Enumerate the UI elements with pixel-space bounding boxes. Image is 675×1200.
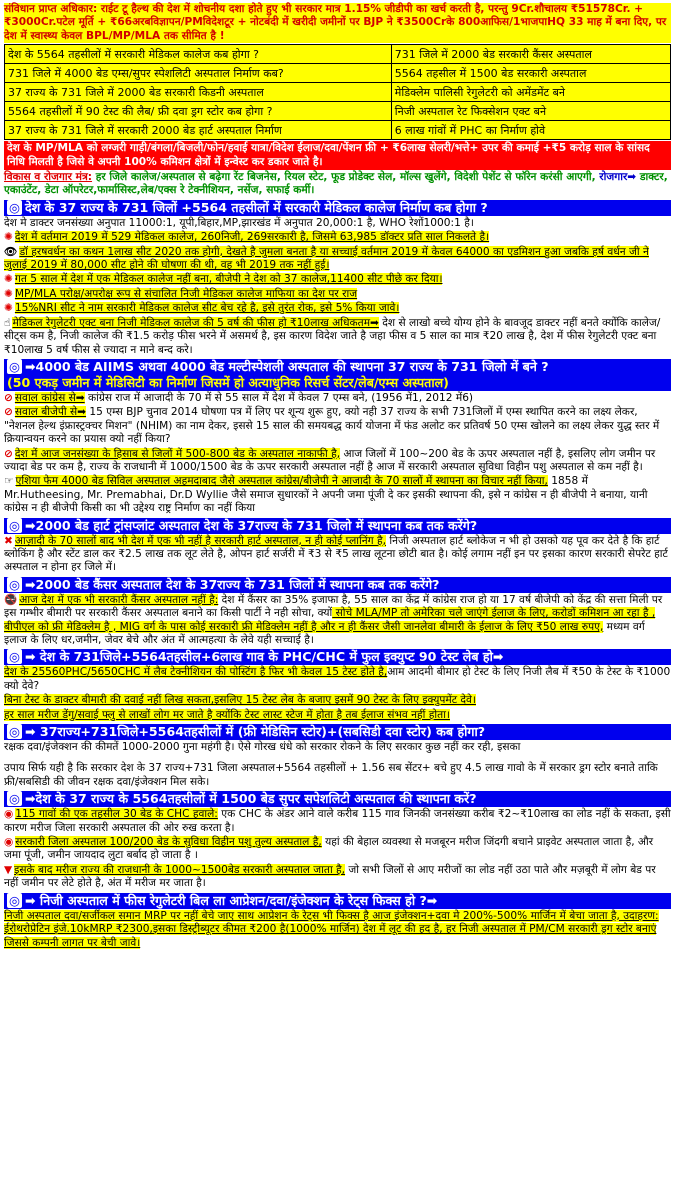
hand-icon: ☝ [4, 316, 11, 329]
bullet-text: हर साल मरीज डेंगु/सवाई फ्लु से लाखों लोग मर जाते है क्योंकि टेस्ट लास्ट स्टेज में होता है तब ईलाज संभव नहीं होता। [4, 708, 450, 721]
bullet-text: देश में वर्तमान 2019 में 529 मेडिकल कालेज, 260निजी, 269सरकारी है, जिसमे 63,985 डॉक्टर प्रति साल निकलते है। [14, 231, 490, 244]
bullet-text-plain: देश से लाखो बच्चे योग्य होने के बावजूद डाक्टर नहीं बनते क्योंकि कालेज/सीट्स कम है, निजी कालेज की ₹1.5 करोड़ फीस भरने में असमर्थ है, इस कारण विदेश जाते है जहा फीस व 5 साल का मात्र ₹20 लाख है, देश में फीस रेगुलेटरी एक्ट बना ₹10लाख 5 वर्ष फीस से ज्यादा न माने बन्द करे। [4, 316, 661, 356]
grid-cell: 37 राज्य के 731 जिले में 2000 बेड सरकारी किडनी अस्पताल [5, 83, 392, 102]
target-icon: ◎ [9, 892, 20, 908]
bullet [4, 535, 671, 575]
section-7-heading [4, 791, 671, 807]
grid-cell: मेडिक्लेम पालिसी रेगुलेटरी को अमेंडमेंट बने [391, 83, 670, 102]
target-icon: ◎ [9, 724, 20, 740]
grid-cell: देश के 5564 तहसीलों में सरकारी मेडिकल कालेज कब होगा ? [5, 45, 392, 64]
bullet [4, 694, 671, 707]
bullet-text: आज देश में एक भी सरकारी कैंसर अस्पताल नहीं है: [19, 593, 219, 606]
bullet-text-plain: आज जिलों में 100~200 बेड के ऊपर अस्पताल नहीं है, इसलिए लोग जमीन पर ज्यादा बेड पर कम है, राज्य के राजधानी में 1000/1500 बेड के ऊपर सरकारी अस्पताल नहीं है आज में सरकारी अस्पताल सुविधा विहीन पशु अस्पताल से कम नहीं है। [4, 447, 656, 473]
grid-cell: 5564 तहसील में 1500 बेड सरकारी अस्पताल [391, 64, 670, 83]
bullet [4, 231, 671, 244]
bullet-text: निजी अस्पताल दवा/सर्जीकल समान MRP पर नहीं बेचे जाए साथ आप्रेशन के रेट्स भी फिक्स है आज इंजेक्शन+दवा मे 200%-500% मार्जिन में बेचा जाता है, उदाहरण: ईरोथरोप्रेटिन इंजे.10kMRP ₹2300,इसका डिस्ट्रीब्यूटर कीमत ₹200 है(1000% मार्जिन) देश में लूट की हद है, हर निजी अस्पताल में PM/CM सरकारी ड्रग स्टोर बनाएं जिससे कम्पनी लागत पर बेची जावे। [4, 909, 659, 949]
vikas-text: हर जिले कालेज/अस्पताल से बढ़ेगा रेंट बिजनेस, रियल स्टेट, फूड प्रोडेक्ट सेल, मॉल्स खुलेंगे, विदेशी पेशेंट से फॉरेन करंसी आएगी, [92, 171, 596, 184]
target-icon: ◎ [9, 199, 20, 215]
bullet [4, 448, 671, 475]
triangle-down-icon: ▼ [4, 863, 13, 876]
bullet [4, 864, 671, 891]
bullet-text-plain: एक CHC के अंडर आने वाले करीब 115 गाव जिनकी जनसंख्या करीब ₹2~₹10लाख का लोड नहीं के सकता, इसी कारण मरीज जिला सरकारी अस्पताल की ओर रुख करता है। [4, 808, 671, 834]
bullet [4, 808, 671, 835]
paragraph: रक्षक दवा/इंजेक्शन की कीमतें 1000-2000 गुना महंगी है। ऐसे गोरख धंधे को सरकार रोकने के लिए सरकार कुछ नहीं कर रही, इसका [4, 741, 521, 754]
bullet-text-plain: यहां की बेहाल व्यवस्था से मजबूरन मरीज जिंदगी बचाने प्राइवेट अस्पताल जाता है, और जमा पूंजी, जमीन जायदाद लुटा बर्बाद हो जाता है । [4, 836, 654, 862]
bullet-text: देश में आज जनसंख्या के हिसाब से जिलों में 500-800 बेड के अस्पताल नाकाफी है, [14, 447, 341, 460]
table-row [5, 121, 671, 140]
section-2-heading [4, 359, 671, 375]
rozgar-label: रोजगार➡ [595, 171, 637, 184]
sun-icon: ✺ [4, 231, 13, 244]
no-smoking-icon: 🚭 [4, 593, 18, 606]
bullet-text: बिना टेस्ट के डाक्टर बीमारी की दवाई नहीं लिख सकता,इसलिए 15 टेस्ट लेब के बजाए इसमें 90 टेस्ट के लिए इक्युपमेंट देवे। [4, 694, 476, 707]
bullet [4, 392, 671, 405]
bullet [4, 594, 671, 648]
section-4-heading [4, 577, 671, 593]
bullet-text-plain: आम आदमी बीमार हो टेस्ट के लिए निजी लैब में ₹50 के टेस्ट के ₹1000 क्यो देवे? [4, 666, 671, 692]
section-5-title: ➡ देश के 731जिले+5564तहसील+6लाख गाव के PHC/CHC में फुल इक्युप्ट 90 टेस्ट लेब हो➡ [25, 649, 504, 665]
no-entry-icon: ⊘ [4, 447, 13, 460]
bullet-text: 15%NRI सीट ने नाम सरकारी मेडिकल कालेज सीट बेच रहे है, इसे तुरंत रोक, इसे 5% किया जावे। [14, 302, 400, 315]
bullet [4, 406, 671, 446]
section-3-heading [4, 518, 671, 534]
question-label: सवाल कांग्रेस से➡ [14, 391, 85, 404]
paragraph: उपाय सिर्फ यही है कि सरकार देश के 37 राज्य+731 जिला अस्पताल+5564 तहसीलों + 1.56 सब सेंटर+ बचे हुए 4.5 लाख गावो के में सरकार ड्रग स्टोर बनाते ताकि फ्री/सबसिडी की जीवन रक्षक दवा/इंजेक्शन मिल सके। [4, 762, 658, 788]
eye-icon: 👁 [4, 245, 18, 258]
section-1-title: देश के 37 राज्य के 731 जिलों +5564 तहसीलों में सरकारी मेडिकल कालेज निर्माण कब होगा ? [25, 199, 488, 215]
table-row [5, 45, 671, 64]
table-row [5, 83, 671, 102]
grid-cell: निजी अस्पताल रेट फिक्सेशन एक्ट बने [391, 102, 670, 121]
bullet-text: गत 5 साल में देश में एक मेडिकल कालेज नहीं बना, बीजेपी ने देश को 37 कालेज,11400 सीट पीछे कर दिया। [14, 273, 443, 286]
bullet-text: डॉ हरषवर्धन का कथन 1लाख सीट 2020 तक होगी, देखते है जुमला बनता है या सच्चाई वर्तमान 2019 में केवल 64000 का एडमिशन हुआ जबकि हर्ष वर्धन जी ने जुलाई 2019 में 80,000 सीट होने की घोषणा की थी, वह भी 2019 तक नहीं हुई। [4, 245, 649, 272]
bullet [4, 273, 671, 286]
bullet [4, 709, 671, 722]
bullet-text: सरकारी जिला अस्पताल 100/200 बेड के सुविधा विहीन पशु तुल्य अस्पताल है, [15, 836, 322, 849]
bullet-text-plain: 1858 में Mr.Hutheesing, Mr. Premabhai, Dr.D Wyllie जैसे समाज सुधारकों ने अपनी जमा पूंजी दे कर इसकी स्थापना की, इसे न कांग्रेस न ही बीजेपी ने बनाया, यानी कांग्रेस न ही बीजेपी किसी का भी उद्देश्य राष्ट्र निर्माण का नहीं किया [4, 475, 648, 515]
section-3-title: ➡2000 बेड हार्ट ट्रांसप्लांट अस्पताल देश के 37राज्य के 731 जिलो में स्थापना कब तक करेंगे? [25, 517, 478, 533]
vikas-label: विकास व रोजगार मंत्र: [4, 171, 93, 184]
demands-grid [4, 44, 671, 140]
bullet [4, 666, 671, 693]
cross-icon: ✖ [4, 534, 13, 547]
grid-cell: 731 जिले में 2000 बेड सरकारी कैंसर अस्पताल [391, 45, 670, 64]
section-2-title: ➡4000 बेड AIIMS अथवा 4000 बेड मल्टीस्पेशली अस्पताल की स्थापना 37 राज्य के 731 जिलो में बने ? [25, 358, 549, 374]
bullet-text-plain: निजी अस्पताल हार्ट ब्लोकेज न भी हो उसको यह पूव कर देते है कि हार्ट ब्लोकिंग है और स्टेंट डाल कर ₹2.5 लाख तक लूट लेते है, ओपन हार्ट सर्जरी में ₹3 से ₹5 लाख लूटना छोटी बात है। कोई लगाम नहीं इन पर इसका कारण सरकारी सेपरेट हार्ट अस्पताल न होना हर जिले में। [4, 534, 668, 574]
bullet-text: इसके बाद मरीज राज्य की राजधानी के 1000~1500बेड सरकारी अस्पताल जाता है, [14, 863, 346, 876]
target-icon: ◎ [9, 649, 20, 665]
hand-icon: ☞ [4, 475, 14, 488]
target-icon: ◎ [9, 517, 20, 533]
vikas-paragraph [4, 171, 671, 198]
section-7-title: ➡देश के 37 राज्य के 5564तहसीलों में 1500 बेड सुपर सपेशलिटी अस्पताल की स्थापना करें? [25, 791, 477, 807]
divider [4, 755, 671, 761]
bullet [4, 317, 671, 357]
bullet-text-plain: 15 एम्स BJP चुनाव 2014 घोषणा पत्र में लिए पर शून्य शुरू हुए, क्यो नही 37 राज्य के सभी 731जिलों में एम्स स्थापित करने का लक्ष्य लेकर, "नेशनल हेल्थ इंफ्रास्ट्रक्चर मिशन" (NHIM) का नाम देकर, इससे 15 साल की समयबद्ध कार्य योजना में फंड अलोट कर प्रतिवर्ष 50 एम्स खोलने का लक्ष्य लेकर युद्ध स्तर में क्रियान्वयन करने का प्रयास क्यो नहीं किया? [4, 406, 660, 446]
grid-cell: 731 जिले में 4000 बेड एम्स/सुपर स्पेशलिटी अस्पताल निर्माण कब? [5, 64, 392, 83]
question-label: सवाल बीजेपी से➡ [14, 406, 87, 419]
target-icon: ◎ [9, 358, 20, 374]
bullet-text: 115 गावों की एक तहसील 30 बेड के CHC हवाले: [15, 808, 218, 821]
grid-cell: 37 राज्य के 731 जिले में सरकारी 2000 बेड हार्ट अस्पताल निर्माण [5, 121, 392, 140]
circle-icon: ◉ [4, 836, 14, 849]
doctor-ratio-text: देश मे डाक्टर जनसंख्या अनुपात 11000:1, यूपी,बिहार,MP,झारखंड में अनुपात 20,000:1 है, WHO रेशों1000:1 है। [4, 216, 474, 229]
bullet-text-plain: मध्यम वर्ग इलाज के लिए धर,जमीन, जेवर बेचे और अंत में आत्महत्या के लेवे यही सच्चाई है। [4, 620, 645, 646]
table-row [5, 64, 671, 83]
section-4-title: ➡2000 बेड कैंसर अस्पताल देश के 37राज्य के 731 जिलों में स्थापना कब तक करेंगे? [25, 576, 440, 592]
bullet-text: MP/MLA परोक्ष/अपरोक्ष रूप से संचालित निजी मेडिकल कालेज माफिया का देश पर राज [14, 287, 358, 300]
mp-mla-perks-banner: देश के MP/MLA को लग्जरी गाड़ी/बंगला/बिजली/फोन/हवाई यात्रा/विदेश ईलाज/दवा/पेंशन फ्री + ₹6लाख सेलरी/भत्ते+ उपर की कमाई +₹5 करोड़ साल के सांसद निधि मिलती है जिसे वे अपनी 100% कमिशन क्षेत्रों में इन्वेस्ट कर डकार जाते है। [4, 141, 671, 170]
bullet [4, 836, 671, 863]
section-2-subheading: (50 एकड़ जमीन में मेडिसिटी का निर्माण जिसमें हो अत्याधुनिक रिसर्च सेंटर/लेब/एम्स अस्पताल) [4, 375, 671, 391]
section-6-heading [4, 724, 671, 740]
no-entry-icon: ⊘ [4, 391, 13, 404]
section-5-heading [4, 649, 671, 665]
sun-icon: ✺ [4, 302, 13, 315]
bullet-text: सोचे MLA/MP तो अमेरिका चले जाएंगे ईलाज के लिए, करोड़ों कमिशन आ रहा है , बीपीएल को फ्री मेडिक्लेम है , MIG वर्ग के पास कोई सरकारी फ्री मेडिक्लेम नहीं है और न ही कैंसर जैसी जानलेवा बीमारी के ईलाज के लिए ₹50 लाख रुपए, [4, 607, 656, 633]
target-icon: ◎ [9, 576, 20, 592]
table-row [5, 102, 671, 121]
bullet [4, 288, 671, 301]
section-8-title: ➡ निजी अस्पताल में फीस रेगुलेटरी बिल ला आप्रेशन/दवा/इंजेक्शन के रेट्स फिक्स हो ?➡ [25, 892, 438, 908]
grid-cell: 5564 तहसीलों में 90 टेस्ट की लैब/ फ्री दवा ड्रग स्टोर कब होगा ? [5, 102, 392, 121]
bullet-text-plain: कांग्रेस राज में आजादी के 70 में से 55 साल में देश में केवल 7 एम्स बने, (1956 में1, 2012 में6) [84, 391, 474, 404]
rozgar-text: डाक्टर, एकाउंटेंट, डेटा ऑपरेटर,फार्मासिस्ट,लेब/एक्स रे टेक्नीशियन, नर्सेज, सफाई कर्मी। [4, 171, 668, 197]
circle-icon: ◉ [4, 808, 14, 821]
bullet [4, 475, 671, 515]
sun-icon: ✺ [4, 287, 13, 300]
section-6-title: ➡ 37राज्य+731जिले+5564तहसीलों में (फ्री मेडिसिन स्टोर)+(सबसिडी दवा स्टोर) कब होगा? [25, 724, 486, 740]
bullet [4, 302, 671, 315]
bullet-text: मेडिकल रेगुलेटरी एक्ट बना निजी मेडिकल कालेज की 5 वर्ष की फीस हो ₹10लाख अधिकतम➡ [12, 316, 379, 329]
bullet [4, 246, 671, 273]
section-8-heading [4, 893, 671, 909]
bullet-text-plain: देश में कैंसर का 35% इजाफा है, 55 साल का केंद्र में कांग्रेस राज हो या 17 वर्ष बीजेपी को केंद्र की सत्ता मिली पर इस गम्भीर बीमारी पर सरकारी कैंसर अस्पताल बनाने का किसी पार्टी ने नही सोचा, क्यों [4, 593, 663, 620]
bullet-text-plain: जो सभी जिलों से आए मरीजों का लोड नहीं उठा पाते और मज़बूरी में लोग बेड पर नहीं जमीन पर लेटे होते है, अंत में मरीज मर जाता है। [4, 863, 656, 890]
grid-cell: 6 लाख गांवों में PHC का निर्माण होवे [391, 121, 670, 140]
bullet-text: आज़ादी के 70 सालों बाद भी देश में एक भी नहीं है सरकारी हार्ट अस्पताल, न ही कोई प्लानिंग है, [14, 534, 386, 547]
bullet [4, 910, 671, 950]
bullet-text: देश के 25560PHC/5650CHC में लैब टेक्नीशियन की पोस्टिंग है फिर भी केवल 15 टेस्ट होते है, [4, 666, 388, 679]
target-icon: ◎ [9, 791, 20, 807]
section-1-heading [4, 200, 671, 216]
sun-icon: ✺ [4, 273, 13, 286]
no-entry-icon: ⊘ [4, 406, 13, 419]
intro-text: संविधान प्राप्त अधिकार: राईट टू हैल्थ की देश में शोचनीय दशा होते हुए भी सरकार मात्र 1.15% जीडीपी का खर्च करती है, परन्तु 9Cr.शौचालय ₹51578Cr. + ₹3000Cr.पटेल मूर्ति + ₹66अरबविज्ञापन/PMविदेशटूर + नोटबंदी में खरीदी जमीनों पर BJP ने ₹3500Crके 800आफिस/1भाजपाHQ 33 माह में बना दिए, पर देश में स्वास्थ्य केवल BPL/MP/MLA तक सीमित है ! [4, 3, 671, 43]
bullet-text: एशिया फेम 4000 बेड सिविल अस्पताल अहमदाबाद जैसे अस्पताल कांग्रेस/बीजेपी ने आजादी के 70 सालों में स्थापना का विचार नहीं किया, [15, 475, 548, 488]
